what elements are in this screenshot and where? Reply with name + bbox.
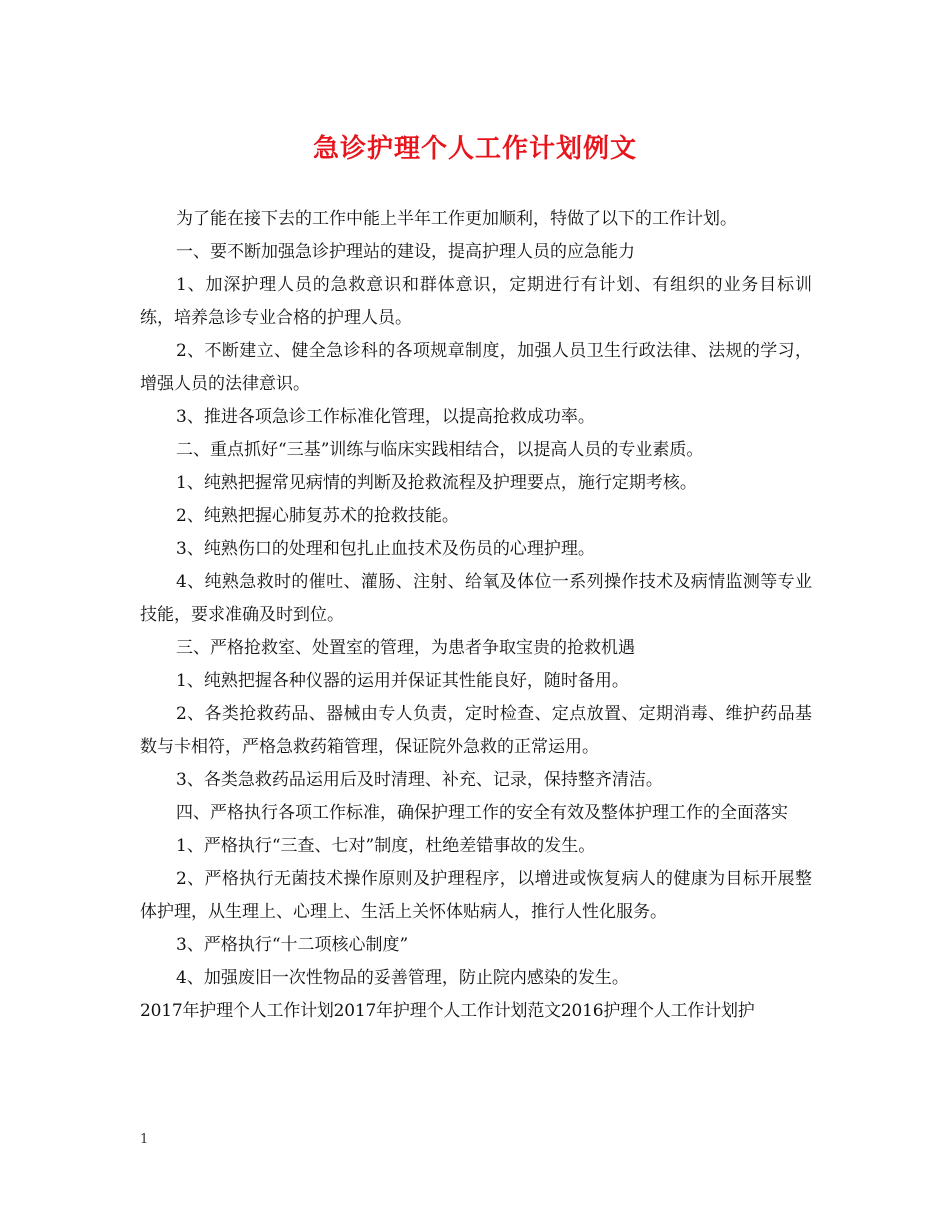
- paragraph-3-2: 2、各类抢救药品、器械由专人负责，定时检查、定点放置、定期消毒、维护药品基数与卡相符，严格急救药箱管理，保证院外急救的正常运用。: [140, 704, 812, 757]
- paragraph-1-2: 2、不断建立、健全急诊科的各项规章制度，加强人员卫生行政法律、法规的学习，增强人员的法律意识。: [140, 341, 812, 394]
- paragraph-4-3: 3、严格执行“十二项核心制度”: [176, 935, 409, 955]
- paragraph-3-1: 1、纯熟把握各种仪器的运用并保证其性能良好，随时备用。: [176, 671, 629, 691]
- paragraph-2-2: 2、纯熟把握心肺复苏术的抢救技能。: [176, 506, 459, 526]
- section-heading-1: 一、要不断加强急诊护理站的建设，提高护理人员的应急能力: [176, 242, 635, 262]
- page-number: 1: [140, 1132, 149, 1147]
- paragraph-4-4: 4、加强废旧一次性物品的妥善管理，防止院内感染的发生。: [176, 968, 629, 988]
- paragraph-1-1: 1、加深护理人员的急救意识和群体意识，定期进行有计划、有组织的业务目标训练，培养急诊专业合格的护理人员。: [140, 275, 812, 328]
- section-heading-2: 二、重点抓好“三基”训练与临床实践相结合，以提高人员的专业素质。: [176, 440, 704, 460]
- paragraph-4-1: 1、严格执行“三查、七对”制度，杜绝差错事故的发生。: [176, 836, 596, 856]
- paragraph-1-3: 3、推进各项急诊工作标准化管理，以提高抢救成功率。: [176, 407, 595, 427]
- document-title: 急诊护理个人工作计划例文: [312, 134, 637, 164]
- section-heading-4: 四、严格执行各项工作标准，确保护理工作的安全有效及整体护理工作的全面落实: [176, 803, 788, 823]
- paragraph-2-3: 3、纯熟伤口的处理和包扎止血技术及伤员的心理护理。: [176, 539, 595, 559]
- document-body: [140, 203, 812, 1028]
- paragraph-intro: 为了能在接下去的工作中能上半年工作更加顺利，特做了以下的工作计划。: [176, 209, 737, 229]
- paragraph-3-3: 3、各类急救药品运用后及时清理、补充、记录，保持整齐清洁。: [176, 770, 663, 790]
- paragraph-2-1: 1、纯熟把握常见病情的判断及抢救流程及护理要点，施行定期考核。: [176, 473, 697, 493]
- paragraph-4-2: 2、严格执行无菌技术操作原则及护理程序，以增进或恢复病人的健康为目标开展整体护理，从生理上、心理上、生活上关怀体贴病人，推行人性化服务。: [140, 869, 812, 922]
- related-links-line: 2017年护理个人工作计划2017年护理个人工作计划范文2016护理个人工作计划护: [140, 1001, 755, 1021]
- section-heading-3: 三、严格抢救室、处置室的管理，为患者争取宝贵的抢救机遇: [176, 638, 635, 658]
- paragraph-2-4: 4、纯熟急救时的催吐、灌肠、注射、给氧及体位一系列操作技术及病情监测等专业技能，要求准确及时到位。: [140, 572, 812, 625]
